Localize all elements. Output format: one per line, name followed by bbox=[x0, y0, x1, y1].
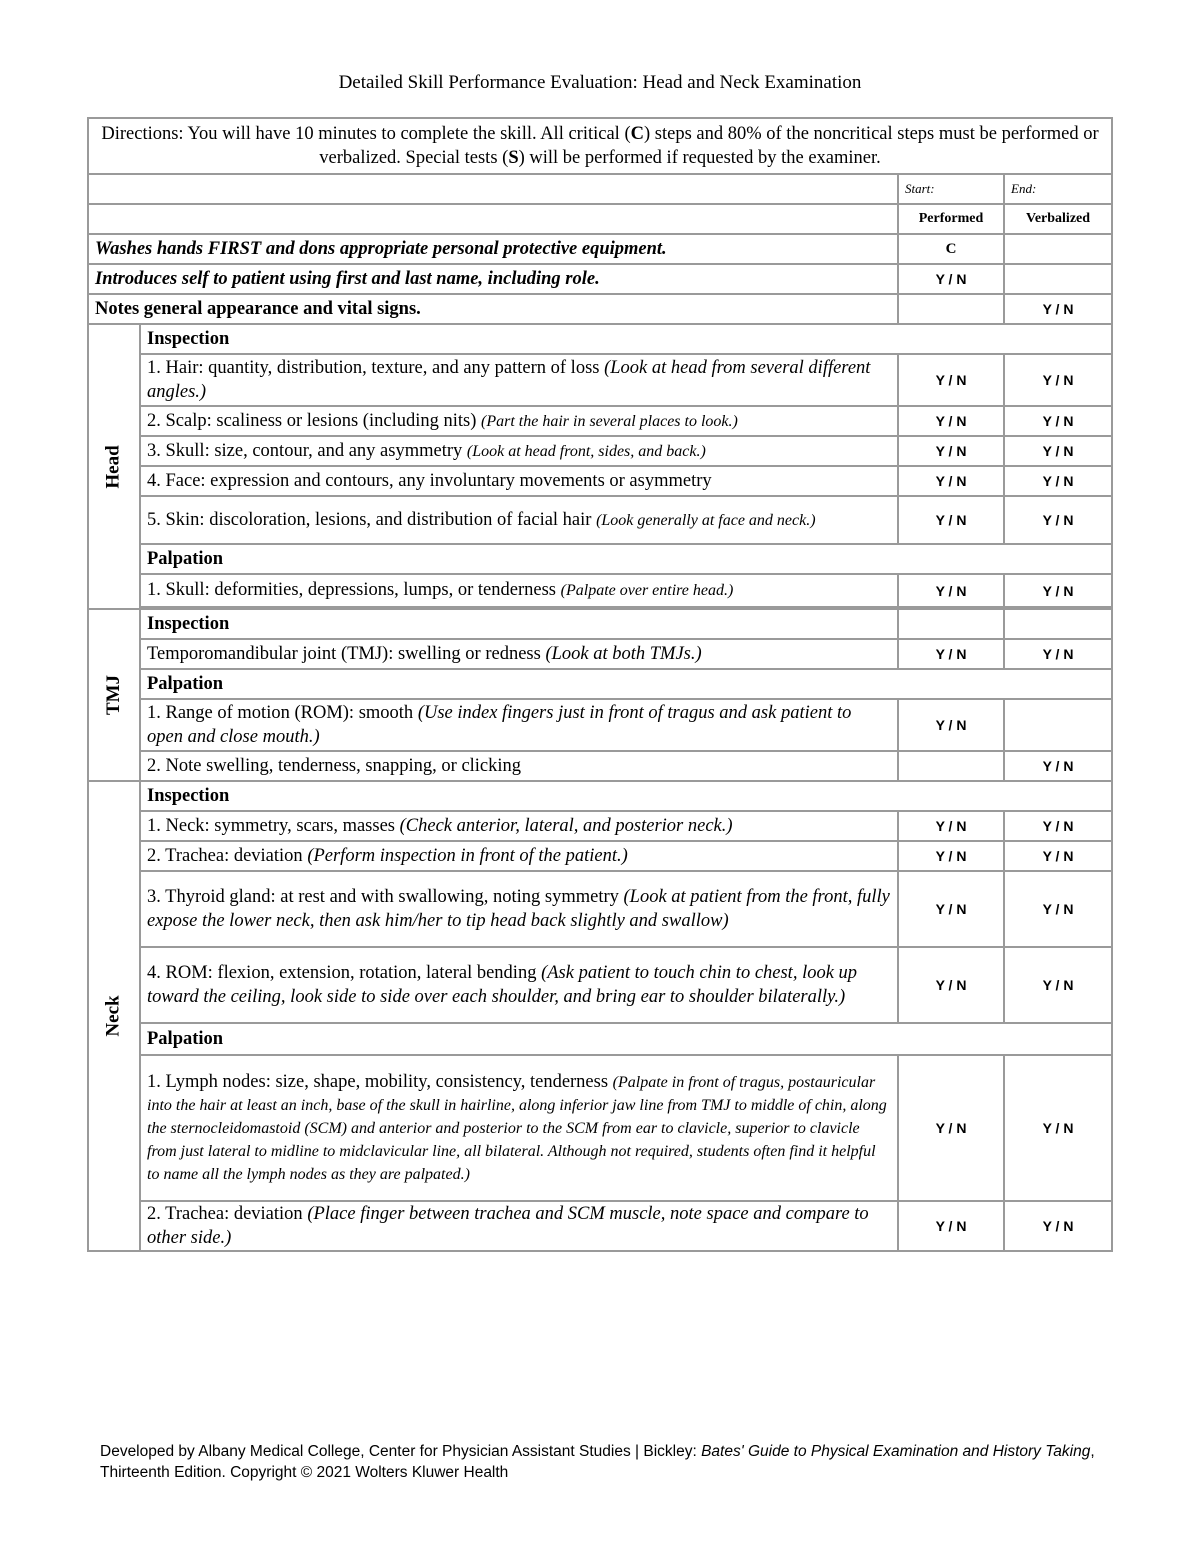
step-trachea-inspection: 2. Trachea: deviation (Perform inspection in front of the patient.) bbox=[140, 841, 898, 871]
subheading-inspection: Inspection bbox=[140, 324, 1112, 354]
performed-cell[interactable]: Y / N bbox=[898, 466, 1004, 496]
header-blank-cell bbox=[88, 204, 898, 234]
step-skull: 3. Skull: size, contour, and any asymmetry (Look at head front, sides, and back.) bbox=[140, 436, 898, 466]
start-time-cell[interactable]: Start: bbox=[898, 174, 1004, 204]
verbalized-cell[interactable]: Y / N bbox=[1004, 436, 1112, 466]
empty-cell bbox=[898, 609, 1004, 639]
verbalized-cell[interactable] bbox=[1004, 264, 1112, 294]
directions-text-2: ) steps and 80% of the noncritical steps must be performed or verbalized. Special tests ( bbox=[319, 124, 1099, 168]
verbalized-cell[interactable]: Y / N bbox=[1004, 466, 1112, 496]
performed-cell[interactable]: Y / N bbox=[898, 841, 1004, 871]
section-label-head: Head bbox=[88, 324, 140, 609]
step-skull-palpation: 1. Skull: deformities, depressions, lumps, or tenderness (Palpate over entire head.) bbox=[140, 574, 898, 607]
subheading-palpation: Palpation bbox=[140, 669, 1112, 699]
performed-cell[interactable] bbox=[898, 751, 1004, 781]
performed-cell[interactable]: Y / N bbox=[898, 947, 1004, 1023]
section-label-neck: Neck bbox=[88, 781, 140, 1251]
verbalized-cell[interactable]: Y / N bbox=[1004, 871, 1112, 947]
subheading-palpation: Palpation bbox=[140, 1023, 1112, 1055]
performed-cell[interactable]: Y / N bbox=[898, 406, 1004, 436]
step-face: 4. Face: expression and contours, any involuntary movements or asymmetry bbox=[140, 466, 898, 496]
performed-cell[interactable]: Y / N bbox=[898, 639, 1004, 669]
verbalized-cell[interactable]: Y / N bbox=[1004, 811, 1112, 841]
step-general-appearance: Notes general appearance and vital signs. bbox=[88, 294, 898, 324]
verbalized-cell[interactable]: Y / N bbox=[1004, 354, 1112, 406]
verbalized-cell[interactable]: Y / N bbox=[1004, 294, 1112, 324]
performed-cell[interactable]: Y / N bbox=[898, 436, 1004, 466]
performed-cell[interactable]: Y / N bbox=[898, 354, 1004, 406]
performed-cell[interactable]: Y / N bbox=[898, 699, 1004, 751]
performed-cell[interactable]: C bbox=[898, 234, 1004, 264]
verbalized-cell[interactable]: Y / N bbox=[1004, 1055, 1112, 1201]
step-tmj-swelling: Temporomandibular joint (TMJ): swelling or redness (Look at both TMJs.) bbox=[140, 639, 898, 669]
step-neck-symmetry: 1. Neck: symmetry, scars, masses (Check anterior, lateral, and posterior neck.) bbox=[140, 811, 898, 841]
step-skin: 5. Skin: discoloration, lesions, and distribution of facial hair (Look generally at face and neck.) bbox=[140, 496, 898, 544]
performed-cell[interactable]: Y / N bbox=[898, 574, 1004, 607]
step-thyroid: 3. Thyroid gland: at rest and with swallowing, noting symmetry (Look at patient from the front, fully expose the lower neck, then ask him/her to tip head back slightly and swallow) bbox=[140, 871, 898, 947]
end-time-cell[interactable]: End: bbox=[1004, 174, 1112, 204]
performed-cell[interactable]: Y / N bbox=[898, 1201, 1004, 1251]
performed-cell[interactable] bbox=[898, 294, 1004, 324]
performed-cell[interactable]: Y / N bbox=[898, 496, 1004, 544]
verbalized-cell[interactable]: Y / N bbox=[1004, 1201, 1112, 1251]
footer-book-title: Bates' Guide to Physical Examination and History Taking bbox=[701, 1443, 1091, 1460]
header-blank-cell bbox=[88, 174, 898, 204]
performed-cell[interactable]: Y / N bbox=[898, 871, 1004, 947]
verbalized-cell[interactable]: Y / N bbox=[1004, 406, 1112, 436]
verbalized-cell[interactable]: Y / N bbox=[1004, 751, 1112, 781]
subheading-inspection: Inspection bbox=[140, 781, 1112, 811]
step-scalp: 2. Scalp: scaliness or lesions (including nits) (Part the hair in several places to look.) bbox=[140, 406, 898, 436]
performed-cell[interactable]: Y / N bbox=[898, 264, 1004, 294]
directions-text-3: ) will be performed if requested by the examiner. bbox=[518, 148, 881, 168]
step-trachea-palpation: 2. Trachea: deviation (Place finger between trachea and SCM muscle, note space and compare to other side.) bbox=[140, 1201, 898, 1251]
verbalized-cell[interactable] bbox=[1004, 234, 1112, 264]
empty-cell bbox=[1004, 609, 1112, 639]
verbalized-cell[interactable]: Y / N bbox=[1004, 947, 1112, 1023]
step-tmj-clicking: 2. Note swelling, tenderness, snapping, or clicking bbox=[140, 751, 898, 781]
performed-column-header: Performed bbox=[898, 204, 1004, 234]
verbalized-column-header: Verbalized bbox=[1004, 204, 1112, 234]
subheading-palpation: Palpation bbox=[140, 544, 1112, 574]
step-hair: 1. Hair: quantity, distribution, texture, and any pattern of loss (Look at head from several different angles.) bbox=[140, 354, 898, 406]
footer-text-1: Developed by Albany Medical College, Center for Physician Assistant Studies | Bickley: bbox=[100, 1443, 702, 1460]
step-neck-rom: 4. ROM: flexion, extension, rotation, lateral bending (Ask patient to touch chin to chest, look up toward the ceiling, look side to side over each shoulder, and bring ear to shoulder bilaterally.) bbox=[140, 947, 898, 1023]
footer-credit bbox=[100, 1441, 1100, 1483]
directions-text-1: Directions: You will have 10 minutes to complete the skill. All critical ( bbox=[101, 124, 631, 144]
verbalized-cell[interactable]: Y / N bbox=[1004, 574, 1112, 607]
subheading-inspection: Inspection bbox=[140, 609, 898, 639]
verbalized-cell[interactable] bbox=[1004, 699, 1112, 751]
performed-cell[interactable]: Y / N bbox=[898, 1055, 1004, 1201]
step-tmj-rom: 1. Range of motion (ROM): smooth (Use index fingers just in front of tragus and ask patient to open and close mouth.) bbox=[140, 699, 898, 751]
section-label-tmj: TMJ bbox=[88, 609, 140, 781]
critical-marker: C bbox=[630, 124, 644, 144]
performed-cell[interactable]: Y / N bbox=[898, 811, 1004, 841]
footer-text-2: , Thirteenth Edition. Copyright © 2021 Wolters Kluwer Health bbox=[100, 1443, 1095, 1481]
special-marker: S bbox=[508, 148, 519, 168]
verbalized-cell[interactable]: Y / N bbox=[1004, 496, 1112, 544]
page-title: Detailed Skill Performance Evaluation: Head and Neck Examination bbox=[338, 72, 862, 93]
step-lymph-nodes: 1. Lymph nodes: size, shape, mobility, consistency, tenderness (Palpate in front of tragus, postauricular into the hair at least an inch, base of the skull in hairline, along inferior jaw line from TMJ to middle of chin, along the sternocleidomastoid (SCM) and anterior and posterior to the SCM from ear to clavicle, superior to clavicle from just lateral to midline to midclavicular line, all bilateral. Although not required, students often find it helpful to name all the lymph nodes as they are palpated.) bbox=[140, 1055, 898, 1201]
verbalized-cell[interactable]: Y / N bbox=[1004, 841, 1112, 871]
evaluation-table bbox=[87, 117, 1113, 1252]
verbalized-cell[interactable]: Y / N bbox=[1004, 639, 1112, 669]
directions-cell bbox=[88, 118, 1112, 174]
step-introduce-self: Introduces self to patient using first and last name, including role. bbox=[88, 264, 898, 294]
step-wash-hands: Washes hands FIRST and dons appropriate personal protective equipment. bbox=[88, 234, 898, 264]
